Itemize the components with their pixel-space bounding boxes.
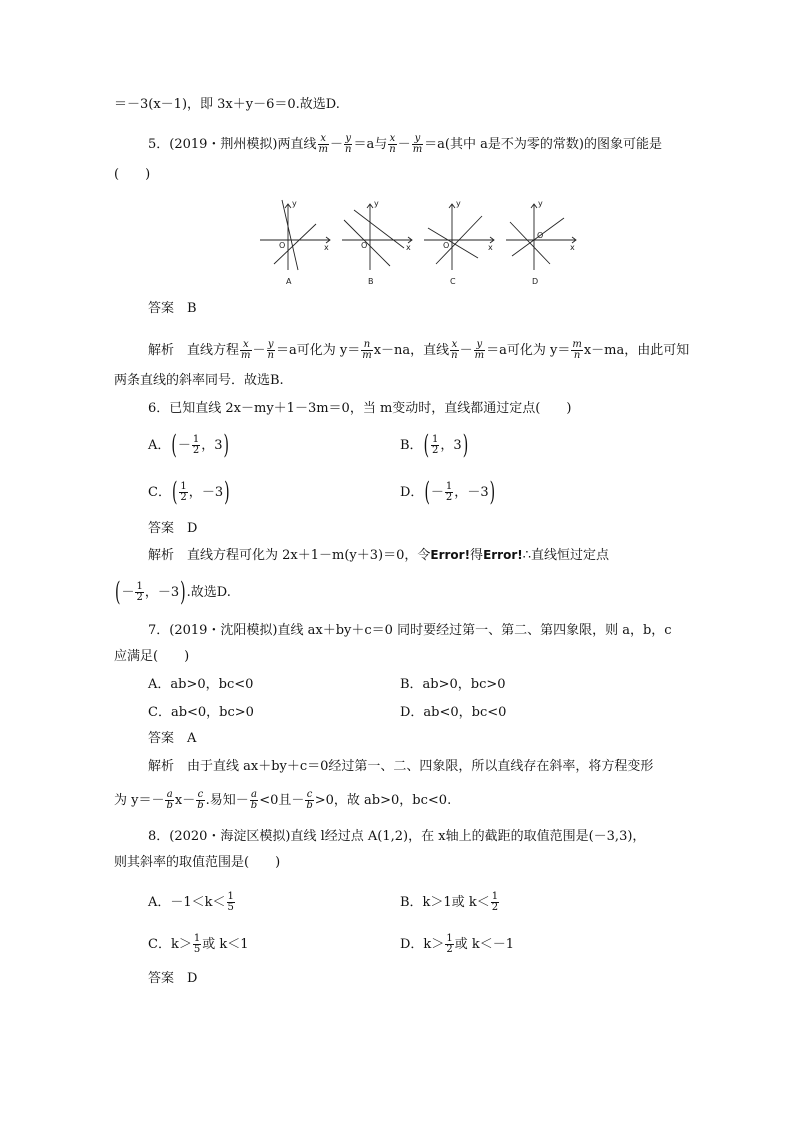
option-7a: A．ab>0，bc<0 <box>148 677 254 692</box>
svg-text:y: y <box>538 199 543 208</box>
svg-text:O: O <box>443 241 450 250</box>
option-6d: D．(－ $\frac{1}{2}$ ，－3) <box>400 477 496 508</box>
question-8: 8．(2020・海淀区模拟)直线 l经过点 A(1,2)，在 x轴上的截距的取值范围是(－3,3)， <box>148 829 646 844</box>
svg-text:y: y <box>292 199 297 208</box>
svg-text:O: O <box>537 231 544 240</box>
svg-text:A: A <box>286 277 292 286</box>
option-6c: C．( $\frac{1}{2}$ ，－3) <box>148 477 230 508</box>
svg-text:O: O <box>361 241 368 250</box>
explanation-6: 解析 直线方程可化为 2x＋1－m(y＋3)＝0，令Error!得Error!∴直线恒过定点 <box>148 548 610 563</box>
svg-text:y: y <box>374 199 379 208</box>
answer-7: 答案 A <box>148 731 197 746</box>
explanation-7: 解析 由于直线 ax＋by＋c＝0经过第一、二、四象限，所以直线存在斜率，将方程变形 <box>148 759 654 774</box>
svg-text:x: x <box>406 243 411 252</box>
svg-text:y: y <box>456 199 461 208</box>
question-5: 5．(2019・荆州模拟)两直线 $\frac{x}{m}$ － $\frac{y}{n}$ ＝a与 $\frac{x}{n}$ － $\frac{y}{m}$ ＝a(其中 a是不为零的常数)的图象可能是 <box>148 133 662 155</box>
figure-b <box>342 199 412 286</box>
option-6b: B．( $\frac{1}{2}$ ，3) <box>400 430 469 461</box>
question-5-paren: ( ) <box>114 167 151 182</box>
option-7c: C．ab<0，bc>0 <box>148 705 254 720</box>
question-7: 7．(2019・沈阳模拟)直线 ax＋by＋c＝0 同时要经过第一、第二、第四象限，则 a，b，c <box>148 623 672 638</box>
explanation-6-line2: (－ $\frac{1}{2}$ ，－3).故选D. <box>115 577 231 608</box>
option-8b: B．k＞1或 k＜ $\frac{1}{2}$ <box>400 891 499 913</box>
question-6: 6．已知直线 2x－my＋1－3m＝0，当 m变动时，直线都通过定点( ) <box>148 401 572 416</box>
answer-6: 答案 D <box>148 521 198 536</box>
option-6a: A．(－ $\frac{1}{2}$ ，3) <box>148 430 230 461</box>
figure-c <box>424 199 494 286</box>
option-8d: D．k＞ $\frac{1}{2}$ 或 k＜－1 <box>400 933 514 955</box>
question-7-line2: 应满足( ) <box>114 649 190 664</box>
explanation-5: 解析 直线方程 $\frac{x}{m}$ － $\frac{y}{n}$ ＝a可化为 y＝ $\frac{n}{m}$ x－na，直线 $\frac{x}{n}$ － $\frac{y}{m}$ ＝a可化为 y＝ $\frac{m}{n}$ x－ma，由此可知 <box>148 339 690 361</box>
option-8a: A．－1＜k＜ $\frac{1}{5}$ <box>148 891 234 913</box>
svg-text:B: B <box>368 277 374 286</box>
svg-text:C: C <box>450 277 456 286</box>
svg-text:x: x <box>488 243 493 252</box>
explanation-5-line2: 两条直线的斜率同号．故选B. <box>114 373 284 388</box>
figure-d <box>506 199 576 286</box>
option-7b: B．ab>0，bc>0 <box>400 677 506 692</box>
question-8-line2: 则其斜率的取值范围是( ) <box>114 855 281 870</box>
text-line: ＝－3(x－1)，即 3x＋y－6＝0.故选D. <box>114 97 340 112</box>
svg-text:D: D <box>532 277 539 286</box>
svg-text:O: O <box>279 241 286 250</box>
svg-text:x: x <box>570 243 575 252</box>
answer-8: 答案 D <box>148 971 198 986</box>
answer-figures <box>258 196 588 296</box>
option-8c: C．k＞ $\frac{1}{5}$ 或 k＜1 <box>148 933 249 955</box>
option-7d: D．ab<0，bc<0 <box>400 705 507 720</box>
figure-a <box>260 199 330 286</box>
answer-5: 答案 B <box>148 301 197 316</box>
explanation-7-line2: 为 y＝－ $\frac{a}{b}$ x－ $\frac{c}{b}$ .易知－ $\frac{a}{b}$ <0且－ $\frac{c}{b}$ >0，故 ab>0，bc<0. <box>114 789 452 811</box>
svg-text:x: x <box>324 243 329 252</box>
